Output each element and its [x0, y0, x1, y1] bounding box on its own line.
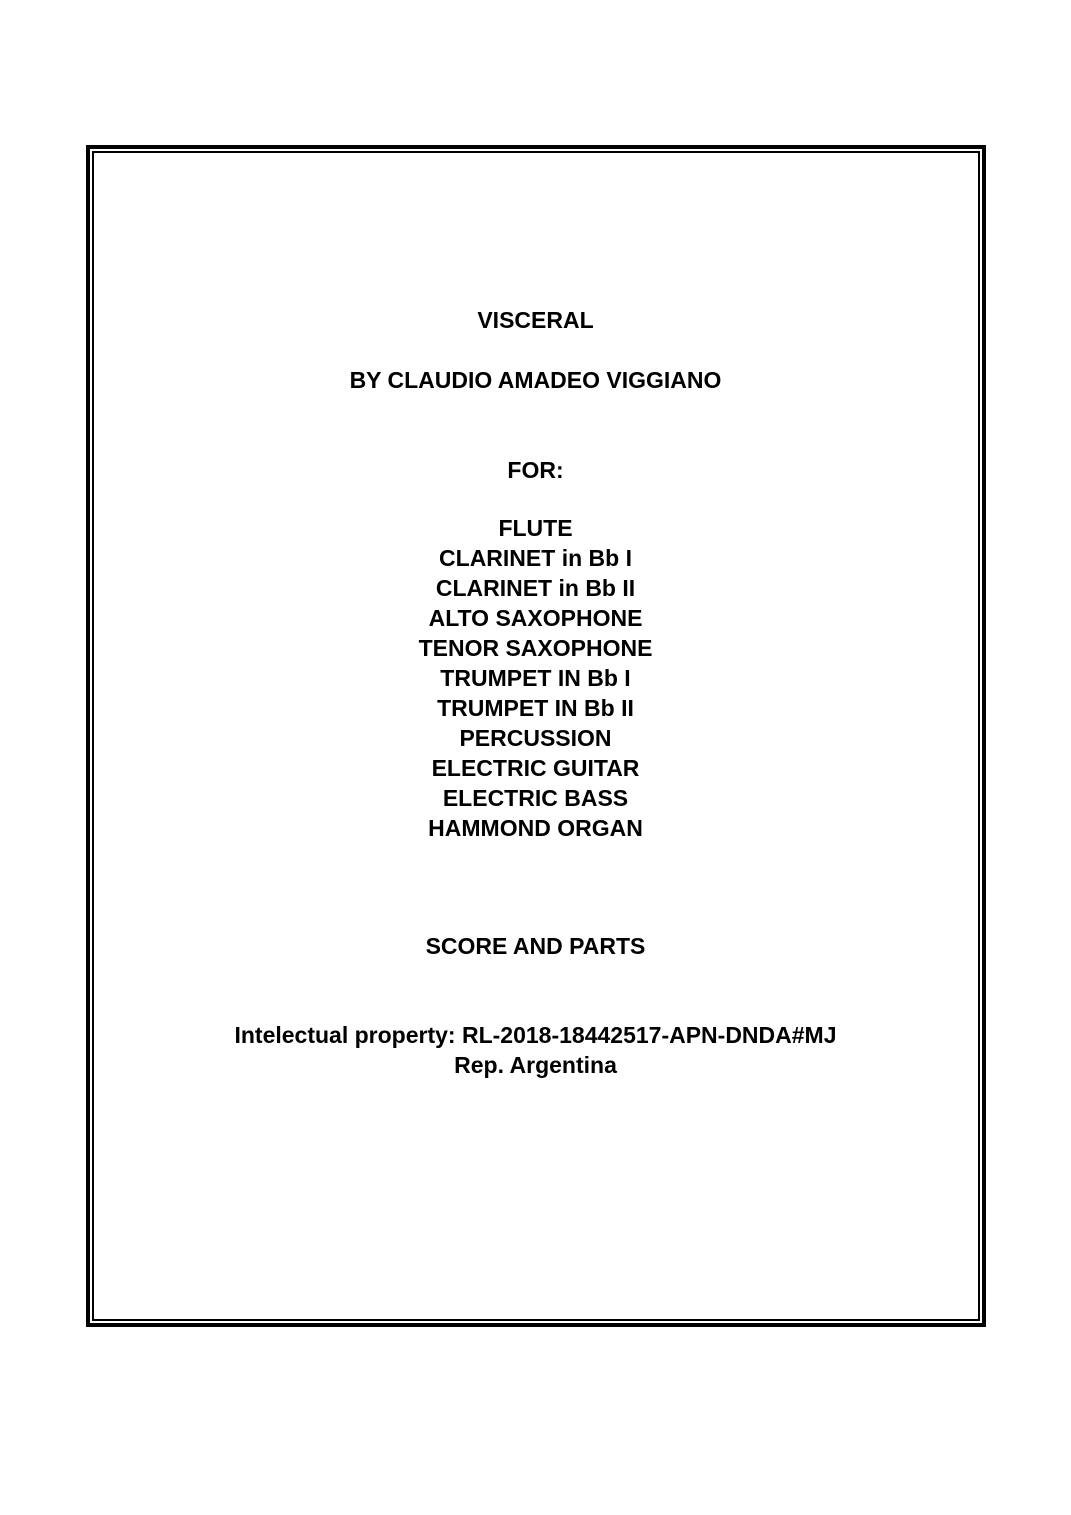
author-line: BY CLAUDIO AMADEO VIGGIANO [349, 367, 722, 393]
country: Rep. Argentina [454, 1052, 617, 1078]
instrument-item: CLARINET in Bb I [439, 545, 632, 571]
for-label: FOR: [507, 457, 564, 483]
score-and-parts: SCORE AND PARTS [425, 933, 646, 959]
title: VISCERAL [477, 307, 594, 333]
instrument-item: TRUMPET IN Bb I [440, 665, 631, 691]
instrument-item: ELECTRIC BASS [442, 785, 629, 811]
intellectual-property: Intelectual property: RL-2018-18442517-APN-DNDA#MJ [234, 1022, 837, 1048]
instrument-item: HAMMOND ORGAN [428, 815, 643, 841]
instrument-item: TENOR SAXOPHONE [418, 635, 653, 661]
instrument-item: ELECTRIC GUITAR [431, 755, 640, 781]
instrument-item: FLUTE [498, 515, 573, 541]
instrument-item: TRUMPET IN Bb II [437, 695, 634, 721]
instrument-item: ALTO SAXOPHONE [428, 605, 643, 631]
instrument-item: CLARINET in Bb II [435, 575, 636, 601]
instrument-item: PERCUSSION [459, 725, 612, 751]
